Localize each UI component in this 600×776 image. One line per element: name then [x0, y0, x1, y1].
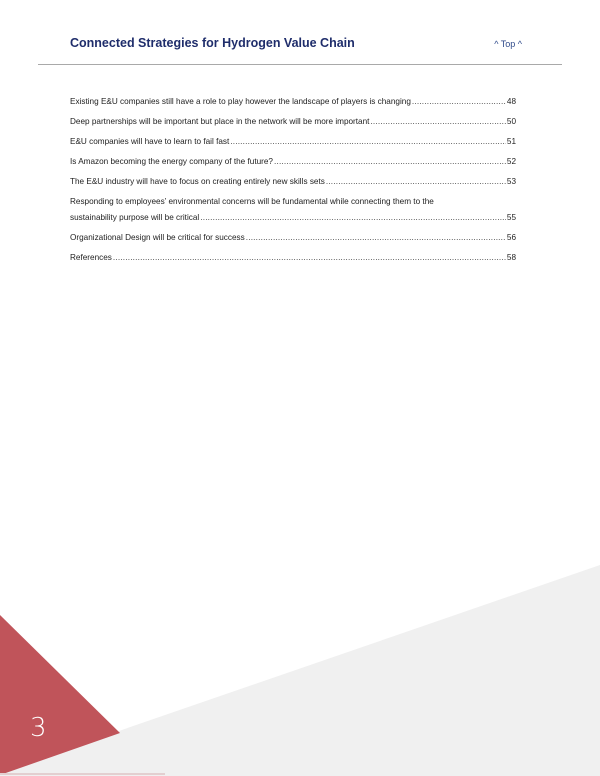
toc-entry[interactable]: [70, 137, 516, 148]
toc-entry[interactable]: [70, 117, 516, 128]
gray-footer-shape: [0, 565, 600, 776]
toc-entry-page: 53: [506, 177, 516, 186]
page-number: 3: [30, 713, 47, 743]
table-of-contents: [70, 97, 516, 273]
toc-entry[interactable]: [70, 253, 516, 264]
toc-entry-page: 52: [506, 157, 516, 166]
dot-leader: [200, 213, 506, 224]
toc-entry-title: sustainability purpose will be critical: [70, 212, 200, 222]
toc-entry-title: Deep partnerships will be important but place in the network will be more important: [70, 117, 370, 126]
toc-entry-title: Is Amazon becoming the energy company of the future?: [70, 157, 273, 166]
dot-leader: [412, 97, 506, 108]
toc-entry-page: 58: [506, 252, 516, 262]
toc-entry-page: 50: [506, 117, 516, 126]
toc-entry-page: 51: [506, 137, 516, 146]
toc-entry[interactable]: [70, 157, 516, 168]
toc-entry[interactable]: [70, 233, 516, 244]
toc-entry-title: Organizational Design will be critical for success: [70, 232, 245, 242]
toc-entry-page: 48: [506, 97, 516, 106]
header-divider: [38, 64, 562, 65]
page-header: [70, 36, 522, 58]
toc-entry[interactable]: [70, 177, 516, 188]
dot-leader: [370, 117, 505, 128]
toc-entry-title: References: [70, 252, 112, 262]
dot-leader: [326, 177, 506, 188]
dot-leader: [113, 253, 506, 264]
back-to-top-link[interactable]: ^ Top ^: [494, 39, 522, 49]
dot-leader: [246, 233, 506, 244]
toc-entry-title-line1: Responding to employees’ environmental concerns will be fundamental while connecting them to the: [70, 197, 434, 206]
toc-entry-title: Existing E&U companies still have a role to play however the landscape of players is changing: [70, 97, 411, 106]
bottom-accent-line: [0, 773, 165, 775]
dot-leader: [274, 157, 506, 168]
dot-leader: [230, 137, 506, 148]
toc-entry[interactable]: [70, 197, 516, 223]
toc-entry-title: E&U companies will have to learn to fail fast: [70, 137, 230, 146]
document-title: Connected Strategies for Hydrogen Value Chain: [70, 36, 355, 50]
toc-entry-page: 56: [506, 232, 516, 242]
toc-entry-title: The E&U industry will have to focus on creating entirely new skills sets: [70, 177, 325, 186]
toc-entry[interactable]: [70, 97, 516, 108]
toc-entry-page: 55: [506, 212, 516, 222]
